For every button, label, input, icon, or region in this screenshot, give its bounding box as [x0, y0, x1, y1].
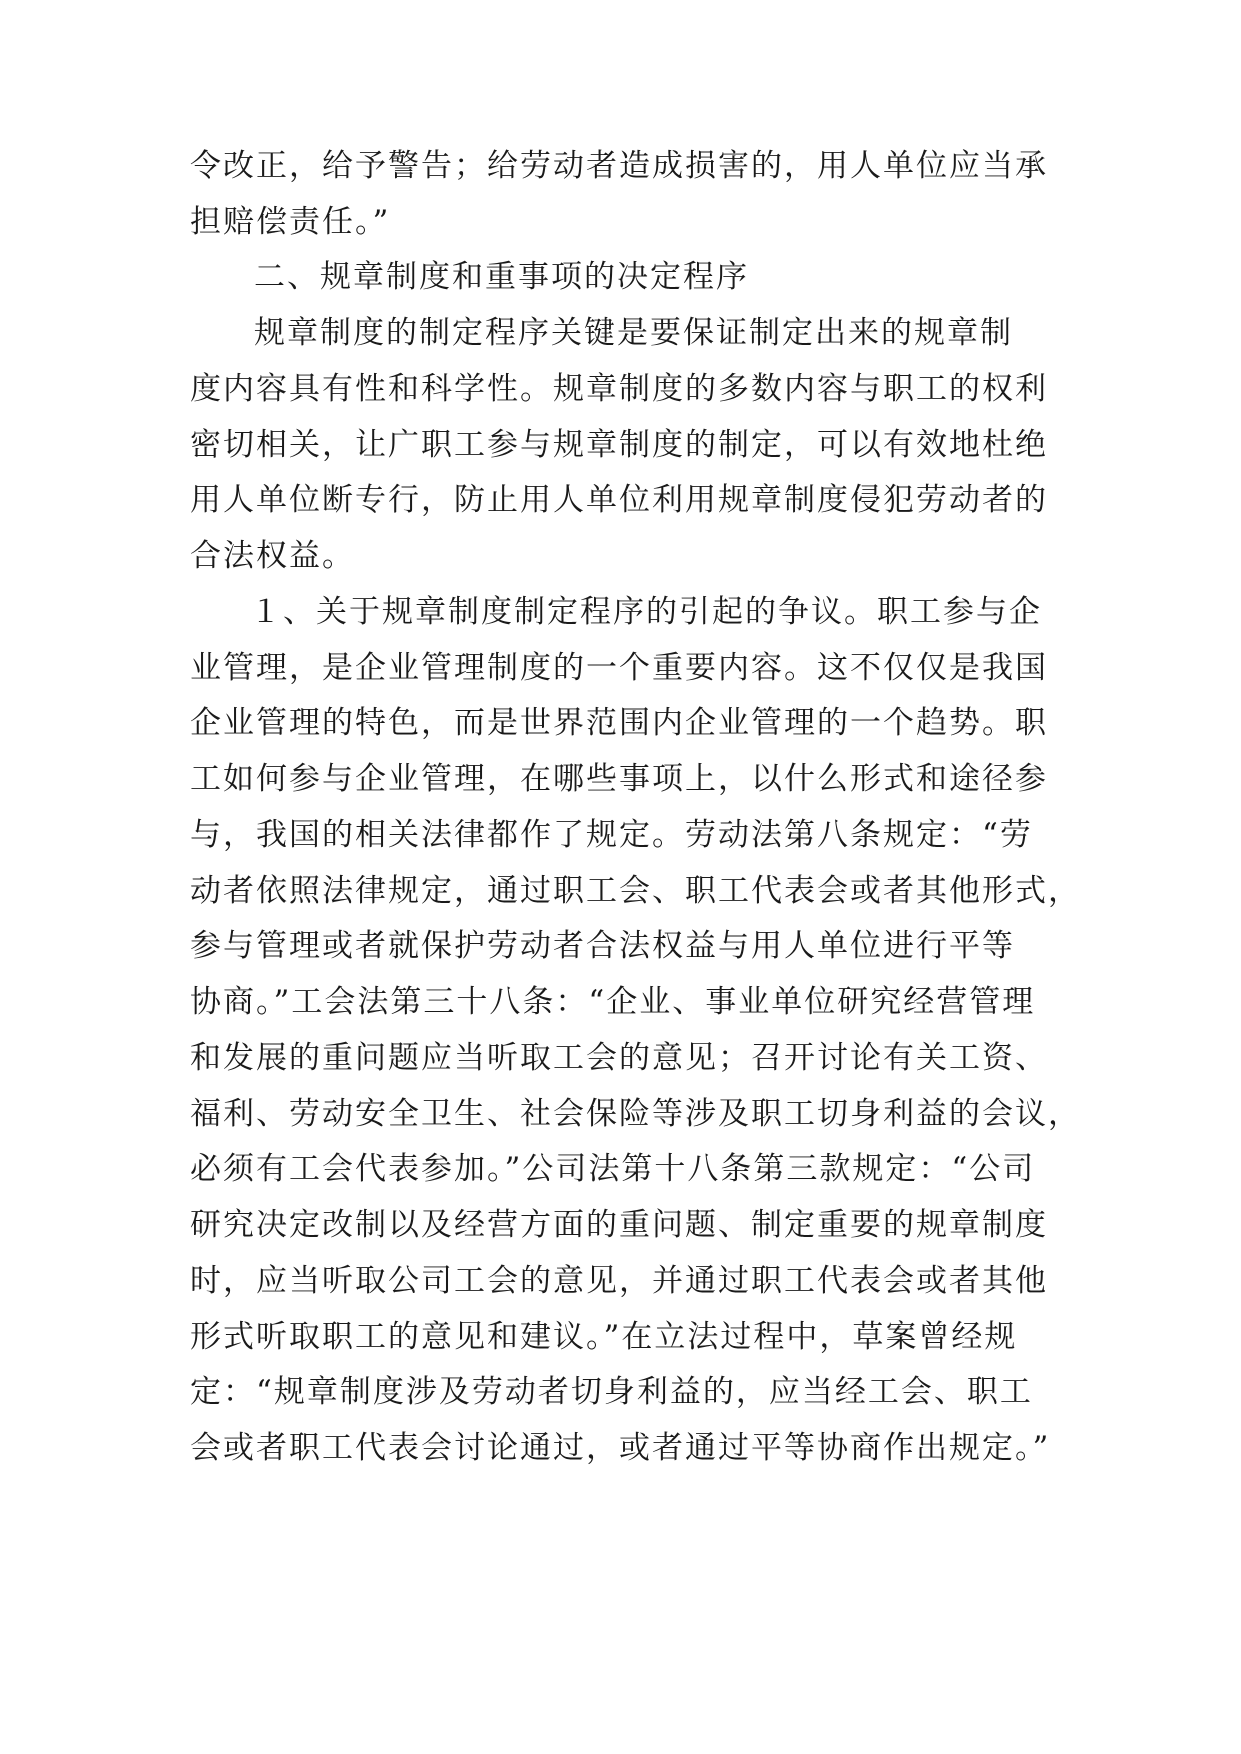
text-line: 研究决定改制以及经营方面的重问题、制定重要的规章制度: [190, 1207, 1048, 1243]
text-line: 合法权益。: [190, 538, 355, 574]
text-line: 与，我国的相关法律都作了规定。劳动法第八条规定：“劳: [190, 817, 1033, 853]
text-line: 动者依照法律规定，通过职工会、职工代表会或者其他形式，: [190, 873, 1081, 909]
text-line: 担赔偿责任。”: [190, 204, 391, 240]
text-line: 会或者职工代表会讨论通过，或者通过平等协商作出规定。”: [190, 1430, 1051, 1466]
text-line: 度内容具有性和科学性。规章制度的多数内容与职工的权利: [190, 371, 1048, 407]
text-line: 令改正，给予警告；给劳动者造成损害的，用人单位应当承: [190, 148, 1048, 184]
text-line: 用人单位断专行，防止用人单位利用规章制度侵犯劳动者的: [190, 482, 1048, 518]
text-line: 企业管理的特色，而是世界范围内企业管理的一个趋势。职: [190, 705, 1048, 741]
text-line: 业管理，是企业管理制度的一个重要内容。这不仅仅是我国: [190, 650, 1048, 686]
text-line: 参与管理或者就保护劳动者合法权益与用人单位进行平等: [190, 928, 1015, 964]
text-line: 规章制度的制定程序关键是要保证制定出来的规章制: [254, 315, 1013, 351]
text-line: 密切相关，让广职工参与规章制度的制定，可以有效地杜绝: [190, 427, 1048, 463]
text-line: 形式听取职工的意见和建议。”在立法过程中，草案曾经规: [190, 1319, 1018, 1355]
section-heading: 二、规章制度和重事项的决定程序: [254, 259, 749, 295]
text-line: 和发展的重问题应当听取工会的意见；召开讨论有关工资、: [190, 1040, 1048, 1076]
text-line: 定：“规章制度涉及劳动者切身利益的，应当经工会、职工: [190, 1374, 1033, 1410]
text-line: 必须有工会代表参加。”公司法第十八条第三款规定：“公司: [190, 1151, 1036, 1187]
text-line: 福利、劳动安全卫生、社会保险等涉及职工切身利益的会议，: [190, 1096, 1081, 1132]
text-line: 时，应当听取公司工会的意见，并通过职工代表会或者其他: [190, 1263, 1048, 1299]
text-line: １、关于规章制度制定程序的引起的争议。职工参与企: [250, 594, 1042, 630]
text-line: 工如何参与企业管理，在哪些事项上，以什么形式和途径参: [190, 761, 1048, 797]
text-line: 协商。”工会法第三十八条：“企业、事业单位研究经营管理: [190, 984, 1036, 1020]
